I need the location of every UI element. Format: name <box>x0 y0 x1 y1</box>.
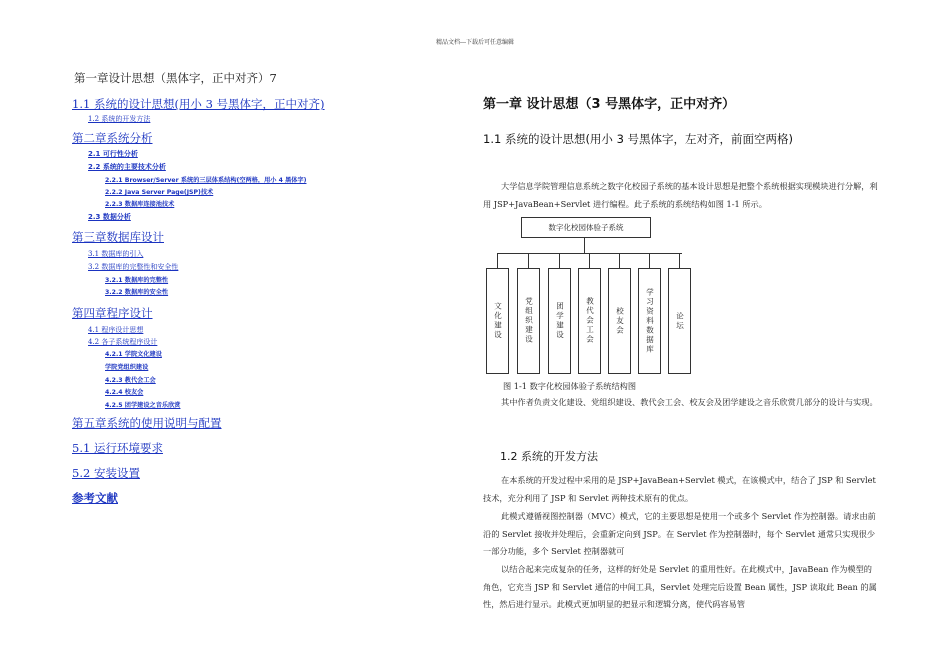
toc-entry[interactable]: 3.2.1 数据库的完整性 <box>105 277 169 284</box>
toc-entry[interactable]: 4.2 各子系统程序设计 <box>88 338 158 346</box>
toc-entry[interactable]: 第四章程序设计 <box>72 306 153 320</box>
watermark-header: 精品文档---下载后可任意编辑 <box>435 39 515 46</box>
toc-entry[interactable]: 学院党组织建设 <box>105 364 149 371</box>
toc-entry[interactable]: 2.2.3 数据库连接池技术 <box>105 201 175 208</box>
toc-entry[interactable]: 5.2 安装设置 <box>72 466 140 480</box>
diagram-connector <box>584 237 585 253</box>
toc-entry[interactable]: 5.1 运行环境要求 <box>72 441 163 455</box>
toc-entry[interactable]: 第五章系统的使用说明与配置 <box>72 416 222 430</box>
toc-entry[interactable]: 4.2.1 学院文化建设 <box>105 351 162 358</box>
diagram-connector <box>559 253 560 268</box>
paragraph-1-2-b: 此模式遵循视图控制器（MVC）模式，它的主要思想是使用一个或多个 Servlet 作为控制器。请求由前沿的 Servlet 接收并处理后，会重新定向到 JSP。在 Servlet 作为控制器时，每个 Servlet 通常只实现很少一部分功能，多个 Servlet 控制器就可 <box>483 511 876 556</box>
toc-entry[interactable]: 4.2.5 团学建设之音乐欣赏 <box>105 402 181 409</box>
toc-entry[interactable]: 2.2.1 Browser/Server 系统的三层体系结构(空两格，用小 4 黑体字) <box>105 177 307 184</box>
section-title-1-1: 1.1 系统的设计思想(用小 3 号黑体字，左对齐，前面空两格) <box>483 132 794 146</box>
paragraph-1-2-c: 以结合起来完成复杂的任务，这样的好处是 Servlet 的重用性好。在此模式中，JavaBean 作为模型的角色，它充当 JSP 和 Servlet 通信的中间工具，Servlet 处理完后设置 Bean 属性，JSP 读取此 Bean 的属性，然后进行显示。此模式更加明显的把显示和逻辑分离，使代码容易管 <box>483 564 877 609</box>
diagram-child-box: 学习资料数据库 <box>638 268 661 374</box>
toc-entry[interactable]: 2.3 数据分析 <box>88 213 131 221</box>
diagram-child-box: 教代会工会 <box>578 268 601 374</box>
figure-caption: 图 1-1 数字化校园体验子系统结构图 <box>503 381 637 391</box>
diagram-child-box: 校友会 <box>608 268 631 374</box>
toc-entry[interactable]: 第二章系统分析 <box>72 131 153 145</box>
toc-entry[interactable]: 3.2.2 数据库的安全性 <box>105 289 169 296</box>
toc-entry[interactable]: 1.2 系统的开发方法 <box>88 115 151 123</box>
toc-entry[interactable]: 4.2.4 校友会 <box>105 389 144 396</box>
diagram-child-box: 文化建设 <box>486 268 509 374</box>
toc-entry[interactable]: 第三章数据库设计 <box>72 230 164 244</box>
toc-entry[interactable]: 4.1 程序设计思想 <box>88 326 144 334</box>
paragraph-1-2-a: 在本系统的开发过程中采用的是 JSP+JavaBean+Servlet 模式，在该模式中，结合了 JSP 和 Servlet 技术，充分利用了 JSP 和 Servlet 两种技术原有的优点。 <box>483 475 876 503</box>
diagram-child-box: 团学建设 <box>548 268 571 374</box>
toc-entry[interactable]: 1.1 系统的设计思想(用小 3 号黑体字，正中对齐) <box>72 97 325 111</box>
toc-entry[interactable]: 2.2 系统的主要技术分析 <box>88 163 166 171</box>
diagram-connector <box>589 253 590 268</box>
toc-entry[interactable]: 3.1 数据库的引入 <box>88 250 144 258</box>
toc-entry[interactable]: 2.2.2 Java Server Page(JSP)技术 <box>105 189 214 196</box>
diagram-root-box: 数字化校园体验子系统 <box>521 217 651 238</box>
paragraph-after-figure: 其中作者负责文化建设、党组织建设、教代会工会、校友会及团学建设之音乐欣赏几部分的设计与实现。 <box>501 397 878 407</box>
diagram-child-box: 论坛 <box>668 268 691 374</box>
toc-title: 第一章设计思想（黑体字，正中对齐）7 <box>74 71 277 85</box>
diagram-connector <box>497 253 498 268</box>
diagram-child-box: 党组织建设 <box>517 268 540 374</box>
diagram-connector <box>649 253 650 268</box>
diagram-connector <box>679 253 680 268</box>
section-title-1-2: 1.2 系统的开发方法 <box>500 450 598 463</box>
toc-entry[interactable]: 参考文献 <box>72 491 118 505</box>
chapter-title: 第一章 设计思想（3 号黑体字，正中对齐） <box>483 97 736 112</box>
diagram-connector <box>528 253 529 268</box>
toc-entry[interactable]: 2.1 可行性分析 <box>88 150 138 158</box>
diagram-connector <box>619 253 620 268</box>
toc-entry[interactable]: 4.2.3 教代会工会 <box>105 377 156 384</box>
toc-entry[interactable]: 3.2 数据库的完整性和安全性 <box>88 263 179 271</box>
paragraph-intro: 大学信息学院管理信息系统之数字化校园子系统的基本设计思想是把整个系统根据实现模块进行分解，利用 JSP+JavaBean+Servlet 进行编程。此子系统的系统结构如图 1-1 所示。 <box>483 181 878 209</box>
